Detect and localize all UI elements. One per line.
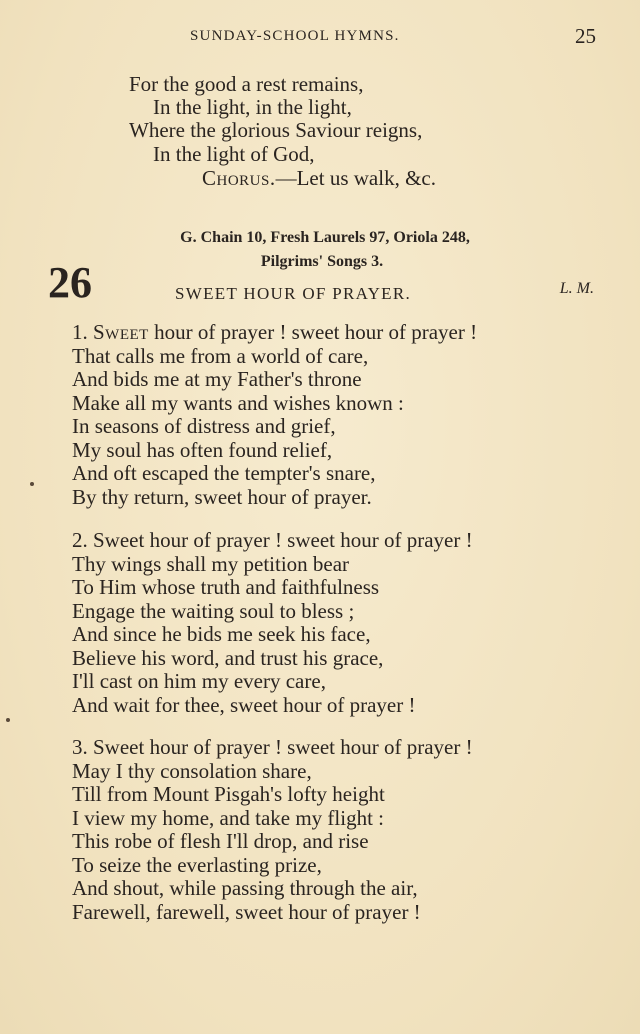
verse-number: 1. xyxy=(72,320,88,344)
verse-number: 3. xyxy=(72,735,88,759)
stanza-line: In the light of God, xyxy=(153,142,315,166)
references-line-2: Pilgrims' Songs 3. xyxy=(260,253,384,270)
verse-first-line xyxy=(72,528,473,552)
paper-speck xyxy=(6,718,10,722)
running-head xyxy=(0,24,640,48)
verse-line: To Him whose truth and faithfulness xyxy=(72,575,380,599)
running-title: SUNDAY-SCHOOL HYMNS. xyxy=(190,28,400,44)
verse-first-line xyxy=(72,735,473,759)
paper-speck xyxy=(30,482,34,486)
verse-line: Thy wings shall my petition bear xyxy=(72,552,350,576)
verse-line: I view my home, and take my flight : xyxy=(72,806,385,830)
verse-line: Make all my wants and wishes known : xyxy=(72,391,404,415)
verse-line: Believe his word, and trust his grace, xyxy=(72,646,384,670)
verse-line: May I thy consolation share, xyxy=(72,759,312,783)
verse-line: I'll cast on him my every care, xyxy=(72,669,326,693)
verse-line: My soul has often found relief, xyxy=(72,438,333,462)
verse-line: And since he bids me seek his face, xyxy=(72,622,371,646)
verse-line: Till from Mount Pisgah's lofty height xyxy=(72,782,385,806)
verse-line: And shout, while passing through the air, xyxy=(72,876,418,900)
verse-line: To seize the everlasting prize, xyxy=(72,853,322,877)
verse-first-word: Sweet xyxy=(93,320,149,344)
stanza-line: Where the glorious Saviour reigns, xyxy=(129,118,423,142)
stanza-line: In the light, in the light, xyxy=(153,95,352,119)
verse-first-word: Sweet xyxy=(93,735,145,759)
verse-line: Farewell, farewell, sweet hour of prayer ! xyxy=(72,900,421,924)
verse-first-line-rest: hour of prayer ! sweet hour of prayer ! xyxy=(154,320,478,344)
verse-line: By thy return, sweet hour of prayer. xyxy=(72,485,372,509)
meter: L. M. xyxy=(559,280,594,297)
tune-references xyxy=(0,226,640,274)
chorus-label: Chorus. xyxy=(202,166,276,190)
verse-first-line-rest: hour of prayer ! sweet hour of prayer ! xyxy=(149,528,473,552)
page-number: 25 xyxy=(575,24,596,48)
verse-line: This robe of flesh I'll drop, and rise xyxy=(72,829,369,853)
hymn-title: SWEET HOUR OF PRAYER. xyxy=(175,284,412,303)
hymn-number: 26 xyxy=(48,258,92,307)
verse-first-line-rest: hour of prayer ! sweet hour of prayer ! xyxy=(149,735,473,759)
stanza-line: For the good a rest remains, xyxy=(129,72,364,96)
verse-first-line xyxy=(72,320,477,344)
verse-line: In seasons of distress and grief, xyxy=(72,414,336,438)
chorus-text: —Let us walk, &c. xyxy=(275,166,436,190)
verse-line: That calls me from a world of care, xyxy=(72,344,369,368)
verse-number: 2. xyxy=(72,528,88,552)
verse-line: Engage the waiting soul to bless ; xyxy=(72,599,355,623)
verse-line: And bids me at my Father's throne xyxy=(72,367,362,391)
verse-line: And wait for thee, sweet hour of prayer ! xyxy=(72,693,416,717)
references-line-1: G. Chain 10, Fresh Laurels 97, Oriola 248, xyxy=(180,229,470,246)
verse-line: And oft escaped the tempter's snare, xyxy=(72,461,376,485)
chorus-line xyxy=(202,166,436,190)
verse-first-word: Sweet xyxy=(93,528,145,552)
